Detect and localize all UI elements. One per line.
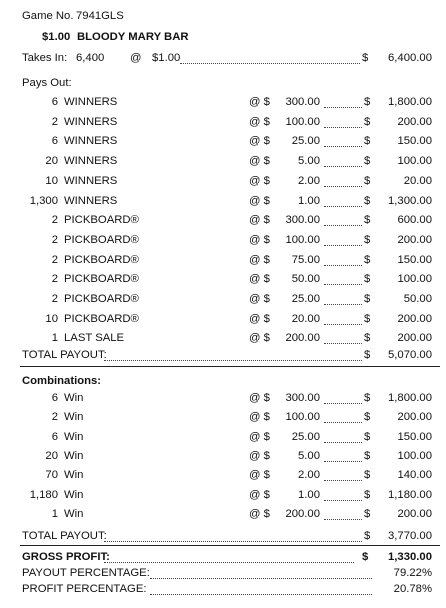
row-price: 200.00 <box>285 507 320 520</box>
takes-in-leader <box>180 62 360 64</box>
row-at: @ $ <box>249 312 270 325</box>
gross-profit-label: GROSS PROFIT: <box>22 551 110 563</box>
row-qty: 1 <box>51 332 58 345</box>
row-leader <box>324 441 362 443</box>
row-leader <box>324 499 362 501</box>
row-amount: 150.00 <box>397 253 432 266</box>
row-qty: 2 <box>51 115 58 128</box>
row-leader <box>324 165 362 167</box>
row-amount: 200.00 <box>397 233 432 246</box>
row-price: 300.00 <box>285 214 320 227</box>
row-dollar: $ <box>364 411 371 424</box>
gross-profit: 1,330.00 <box>388 551 432 563</box>
game-price: $1.00 <box>42 31 71 43</box>
row-amount: 140.00 <box>397 469 432 482</box>
row-amount: 100.00 <box>397 155 432 168</box>
row-qty: 1 <box>51 507 58 520</box>
row-amount: 1,180.00 <box>388 488 432 501</box>
row-label: Win <box>64 430 84 443</box>
divider <box>20 545 440 546</box>
row-qty: 2 <box>51 253 58 266</box>
row-price: 5.00 <box>298 449 320 462</box>
row-dollar: $ <box>364 273 371 286</box>
row-dollar: $ <box>364 430 371 443</box>
row-at: @ $ <box>249 430 270 443</box>
row-price: 2.00 <box>298 469 320 482</box>
row-qty: 6 <box>51 135 58 148</box>
row-label: WINNERS <box>64 96 118 108</box>
payout-total-dollar: $ <box>364 349 371 361</box>
row-dollar: $ <box>364 214 371 227</box>
payout-total-label: TOTAL PAYOUT: <box>22 349 107 361</box>
row-dollar: $ <box>364 392 371 404</box>
row-leader <box>324 244 362 246</box>
row-amount: 150.00 <box>397 135 432 148</box>
row-dollar: $ <box>364 233 371 246</box>
row-dollar: $ <box>364 155 371 168</box>
row-price: 300.00 <box>285 392 320 404</box>
row-dollar: $ <box>364 312 371 325</box>
row-amount: 50.00 <box>403 293 432 305</box>
takes-in-label: Takes In: <box>22 52 68 64</box>
row-amount: 200.00 <box>397 411 432 424</box>
row-qty: 2 <box>51 273 58 286</box>
row-amount: 1,800.00 <box>388 392 432 404</box>
row-dollar: $ <box>364 293 371 305</box>
row-price: 2.00 <box>298 174 320 187</box>
row-qty: 1,180 <box>29 488 58 501</box>
row-at: @ $ <box>249 174 270 187</box>
row-price: 1.00 <box>298 194 320 207</box>
takes-in-count: 6,400 <box>76 52 105 64</box>
row-leader <box>324 205 362 207</box>
profit-percentage-label: PROFIT PERCENTAGE: <box>22 583 147 595</box>
game-no: 7941GLS <box>76 10 124 22</box>
row-leader <box>324 264 362 266</box>
row-label: WINNERS <box>64 174 118 187</box>
row-qty: 20 <box>45 155 58 168</box>
row-amount: 200.00 <box>397 507 432 520</box>
row-label: WINNERS <box>64 115 118 128</box>
row-label: WINNERS <box>64 194 118 207</box>
row-price: 100.00 <box>285 115 320 128</box>
row-label: Win <box>64 449 84 462</box>
row-dollar: $ <box>364 507 371 520</box>
row-label: Win <box>64 488 84 501</box>
row-leader <box>324 460 362 462</box>
takes-in-total: 6,400.00 <box>388 52 432 64</box>
row-dollar: $ <box>364 96 371 108</box>
row-at: @ $ <box>249 411 270 424</box>
row-label: WINNERS <box>64 135 118 148</box>
row-at: @ $ <box>249 115 270 128</box>
row-amount: 100.00 <box>397 449 432 462</box>
row-label: Win <box>64 411 84 424</box>
row-amount: 600.00 <box>397 214 432 227</box>
row-dollar: $ <box>364 174 371 187</box>
row-leader <box>324 185 362 187</box>
row-at: @ $ <box>249 293 270 305</box>
row-leader <box>324 224 362 226</box>
takes-in-at: @ <box>130 52 142 64</box>
row-dollar: $ <box>364 469 371 482</box>
row-label: PICKBOARD® <box>64 273 139 286</box>
row-at: @ $ <box>249 135 270 148</box>
takes-in-price: $1.00 <box>152 52 181 64</box>
row-dollar: $ <box>364 135 371 148</box>
row-price: 50.00 <box>291 273 320 286</box>
row-dollar: $ <box>364 115 371 128</box>
row-price: 200.00 <box>285 332 320 345</box>
row-qty: 6 <box>51 392 58 404</box>
row-qty: 6 <box>51 430 58 443</box>
row-price: 1.00 <box>298 488 320 501</box>
row-dollar: $ <box>364 194 371 207</box>
row-leader <box>324 421 362 423</box>
row-at: @ $ <box>249 392 270 404</box>
row-qty: 70 <box>45 469 58 482</box>
row-at: @ $ <box>249 214 270 227</box>
row-price: 75.00 <box>291 253 320 266</box>
row-at: @ $ <box>249 507 270 520</box>
row-price: 25.00 <box>291 430 320 443</box>
pays-out-heading: Pays Out: <box>22 77 72 89</box>
row-price: 100.00 <box>285 233 320 246</box>
row-qty: 2 <box>51 293 58 305</box>
row-label: WINNERS <box>64 155 118 168</box>
payout-percentage-label: PAYOUT PERCENTAGE: <box>22 567 150 579</box>
row-price: 5.00 <box>298 155 320 168</box>
row-price: 300.00 <box>285 96 320 108</box>
row-at: @ $ <box>249 155 270 168</box>
row-amount: 200.00 <box>397 332 432 345</box>
gross-profit-leader <box>104 561 354 563</box>
payout-percentage-leader <box>150 577 372 579</box>
row-label: Win <box>64 392 84 404</box>
row-qty: 1,300 <box>29 194 58 207</box>
row-price: 20.00 <box>291 312 320 325</box>
row-qty: 2 <box>51 214 58 227</box>
row-qty: 10 <box>45 174 58 187</box>
row-leader <box>324 479 362 481</box>
row-label: PICKBOARD® <box>64 214 139 227</box>
row-label: PICKBOARD® <box>64 253 139 266</box>
row-price: 25.00 <box>291 293 320 305</box>
row-at: @ $ <box>249 488 270 501</box>
combo-total-leader <box>104 540 362 542</box>
row-qty: 2 <box>51 233 58 246</box>
row-label: PICKBOARD® <box>64 233 139 246</box>
row-amount: 200.00 <box>397 115 432 128</box>
combo-total-dollar: $ <box>364 530 371 542</box>
row-at: @ $ <box>249 273 270 286</box>
row-qty: 10 <box>45 312 58 325</box>
row-at: @ $ <box>249 332 270 345</box>
row-at: @ $ <box>249 469 270 482</box>
game-name: BLOODY MARY BAR <box>77 31 189 43</box>
row-amount: 200.00 <box>397 312 432 325</box>
gross-profit-dollar: $ <box>362 551 369 563</box>
payout-total: 5,070.00 <box>388 349 432 361</box>
row-leader <box>324 518 362 520</box>
row-amount: 1,300.00 <box>388 194 432 207</box>
game-no-label: Game No. <box>22 10 74 22</box>
row-amount: 20.00 <box>403 174 432 187</box>
row-leader <box>324 303 362 305</box>
row-at: @ $ <box>249 233 270 246</box>
row-at: @ $ <box>249 253 270 266</box>
profit-percentage: 20.78% <box>393 583 432 595</box>
payout-total-leader <box>104 359 362 361</box>
row-dollar: $ <box>364 449 371 462</box>
row-label: Win <box>64 507 84 520</box>
row-at: @ $ <box>249 194 270 207</box>
divider <box>20 366 440 367</box>
row-at: @ $ <box>249 96 270 108</box>
takes-in-dollar: $ <box>362 52 369 64</box>
row-amount: 1,800.00 <box>388 96 432 108</box>
row-leader <box>324 145 362 147</box>
row-at: @ $ <box>249 449 270 462</box>
payout-percentage: 79.22% <box>393 567 432 579</box>
row-leader <box>324 126 362 128</box>
row-leader <box>324 283 362 285</box>
combo-total: 3,770.00 <box>388 530 432 542</box>
row-label: Win <box>64 469 84 482</box>
row-dollar: $ <box>364 332 371 345</box>
row-amount: 100.00 <box>397 273 432 286</box>
row-leader <box>324 323 362 325</box>
row-dollar: $ <box>364 488 371 501</box>
row-label: PICKBOARD® <box>64 312 139 325</box>
row-dollar: $ <box>364 253 371 266</box>
row-qty: 20 <box>45 449 58 462</box>
row-leader <box>324 342 362 344</box>
row-leader <box>324 402 362 404</box>
row-label: PICKBOARD® <box>64 293 139 305</box>
row-qty: 6 <box>51 96 58 108</box>
combo-total-label: TOTAL PAYOUT: <box>22 530 107 542</box>
row-leader <box>324 106 362 108</box>
profit-percentage-leader <box>150 593 372 595</box>
row-price: 100.00 <box>285 411 320 424</box>
row-amount: 150.00 <box>397 430 432 443</box>
row-label: LAST SALE <box>64 332 125 345</box>
combinations-heading: Combinations: <box>22 375 102 387</box>
row-price: 25.00 <box>291 135 320 148</box>
row-qty: 2 <box>51 411 58 424</box>
